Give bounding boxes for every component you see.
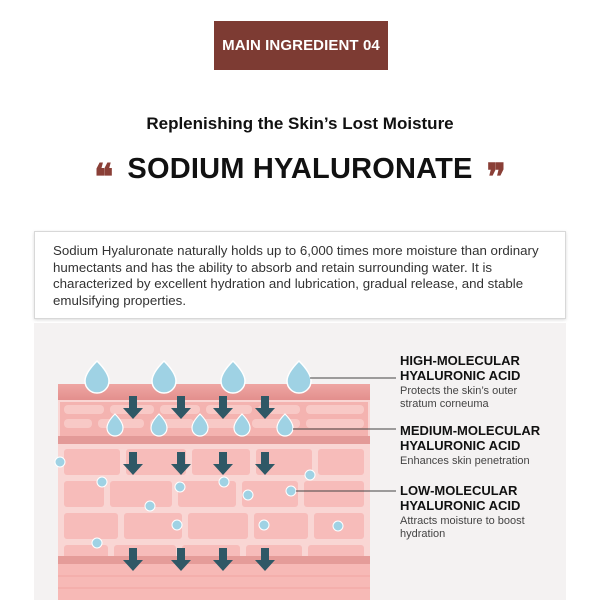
skin-layers	[58, 384, 370, 600]
label-name: LOW-MOLECULAR HYALURONIC ACID	[400, 483, 521, 513]
small-droplet-icon	[333, 521, 343, 531]
label-info: Attracts moisture to boost hydration	[400, 515, 525, 540]
subtitle: Replenishing the Skin’s Lost Moisture	[146, 114, 454, 133]
ingredient-badge: MAIN INGREDIENT 04	[214, 21, 388, 70]
label-info: Enhances skin penetration	[400, 455, 530, 467]
small-droplet-icon	[286, 486, 296, 496]
large-droplet-icon	[221, 361, 245, 393]
open-quote-icon: ❝	[94, 156, 114, 198]
small-droplet-icon	[97, 477, 107, 487]
small-droplet-icon	[305, 470, 315, 480]
label-high-molecular	[400, 353, 590, 410]
small-droplet-icon	[172, 520, 182, 530]
small-droplet-icon	[243, 490, 253, 500]
small-droplet-icon	[219, 477, 229, 487]
small-droplet-icon	[92, 538, 102, 548]
large-droplet-icon	[287, 361, 311, 393]
ingredient-title: SODIUM HYALURONATE	[127, 152, 473, 185]
label-info: Protects the skin’s outer stratum corneuma	[400, 385, 518, 410]
label-low-molecular	[400, 483, 590, 540]
label-name: HIGH-MOLECULAR HYALURONIC ACID	[400, 353, 521, 383]
large-droplet-icon	[152, 361, 176, 393]
title-row	[0, 148, 600, 198]
label-medium-molecular	[400, 423, 590, 468]
small-droplet-icon	[55, 457, 65, 467]
label-name: MEDIUM-MOLECULAR HYALURONIC ACID	[400, 423, 541, 453]
small-droplet-icon	[175, 482, 185, 492]
description-box	[34, 231, 566, 319]
small-droplet-icon	[259, 520, 269, 530]
large-droplet-icon	[85, 361, 109, 393]
small-droplet-icon	[145, 501, 155, 511]
close-quote-icon: ❞	[486, 156, 506, 198]
description-text: Sodium Hyaluronate naturally holds up to 6,000 times more moisture than ordinary humectants and has the ability to absorb and retain surrounding water. It is characterized by excellent hydration and lubrication, gradual release, and stable emulsifying properties.	[53, 243, 539, 308]
